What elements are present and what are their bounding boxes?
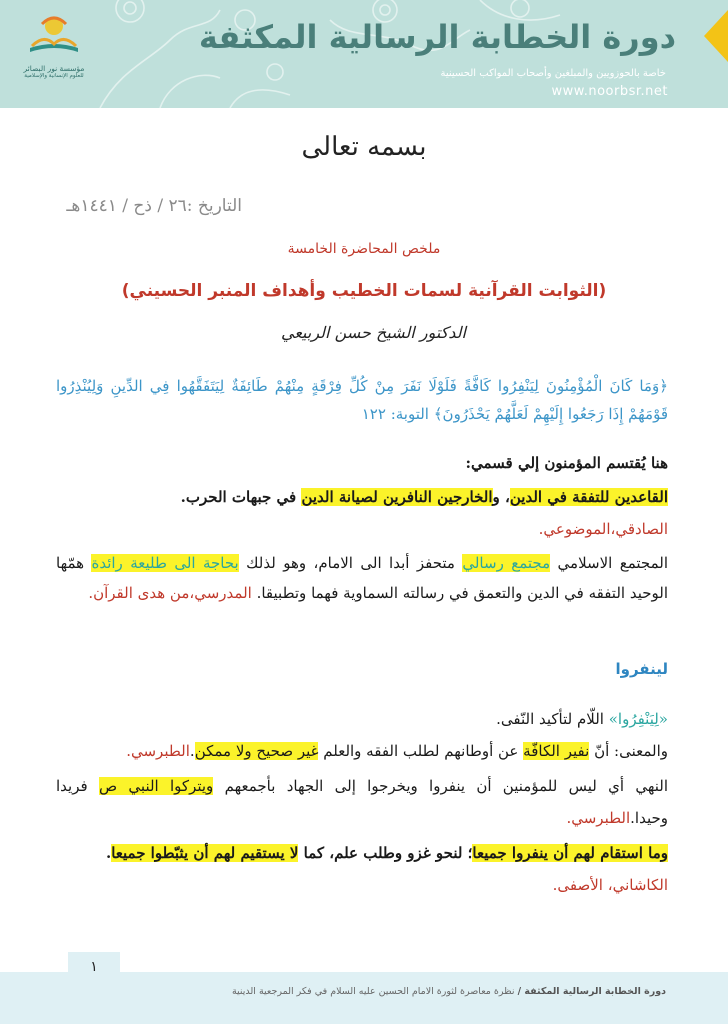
header-band	[0, 0, 728, 108]
page-number: ١	[68, 952, 120, 992]
lecture-number: ملخص المحاضرة الخامسة	[287, 241, 441, 257]
highlight-sitting: القاعدين للتفقة في الدين	[509, 488, 668, 506]
highlight-all-stay: لا يستقيم لهم أن يثبّطوا جميعا	[111, 844, 299, 862]
footer-caption	[232, 986, 666, 997]
text-rest: في جبهات الحرب.	[180, 488, 302, 506]
logo	[14, 12, 94, 96]
highlight-leave-prophet: ويتركوا النبي ص	[98, 777, 214, 795]
paragraph-meaning	[56, 738, 668, 764]
text-segment: ؛ لنحو غزو وطلب علم، كما	[298, 844, 473, 862]
source-citation: الطبرسي.	[126, 742, 190, 760]
text-sep: ، و	[492, 488, 510, 506]
lecture-title: (الثوابت القرآنية لسمات الخطيب وأهداف المنبر الحسيني)	[121, 281, 607, 301]
text-segment: .	[105, 844, 112, 862]
text-segment: فريدا وحيدا.	[56, 777, 668, 827]
website-link[interactable]: www.noorbsr.net	[551, 84, 668, 99]
highlight-not-possible: غير صحيح ولا ممكن	[194, 742, 319, 760]
course-subtitle: خاصة بالحوزويين والمبلغين وأصحاب المواكب الحسينية	[440, 68, 666, 79]
text-segment: متحفز أبدا الى الامام، وهو لذلك	[238, 554, 463, 572]
logo-name: مؤسسة نور البصائر	[23, 64, 85, 73]
text-segment: همّها الوحيد التفقه في الدين والتعمق في رسالته السماوية فهما وتطبيقا.	[56, 554, 668, 602]
basmala: بسمه تعالى	[301, 132, 427, 162]
paragraph-kashani	[56, 840, 668, 866]
logo-tagline: للعلوم الإنسانية والإسلامية	[24, 73, 84, 79]
book-logo-icon	[24, 12, 84, 58]
corner-tab	[704, 10, 728, 62]
quran-verse	[56, 372, 668, 428]
course-title: دورة الخطابة الرسالية المكثفة	[198, 18, 676, 56]
highlight-all-go: وما استقام لهم أن ينفروا جميعا	[472, 844, 668, 862]
text-segment: النهي أي ليس للمؤمنين أن ينفروا ويخرجوا إلى الجهاد بأجمعهم	[213, 777, 668, 795]
document-date: التاريخ :٢٦ / ذح / ١٤٤١هـ	[66, 196, 242, 216]
text-segment: المجتمع الاسلامي	[550, 554, 668, 572]
highlight-going: الخارجين النافرين لصيانة الدين	[301, 488, 493, 506]
paragraph-prohibition	[56, 770, 668, 834]
paragraph-intro: هنا يُقتسم المؤمنون إلي قسمي:	[465, 454, 668, 472]
section-heading: لينفروا	[615, 660, 668, 678]
highlight-vanguard: بحاجة الى طليعة رائدة	[91, 554, 239, 572]
text-segment: .	[189, 742, 195, 760]
quoted-word: «لِيَنْفِرُوا»	[608, 710, 668, 728]
footer-course: دورة الخطابة الرسالية المكثفة /	[517, 986, 666, 997]
text-segment: اللّام لتأكيد النّفى.	[496, 710, 609, 728]
highlight-message-society: مجتمع رسالي	[462, 554, 551, 572]
text-segment: عن أوطانهم لطلب الفقه والعلم	[318, 742, 524, 760]
verse-text: ﴿وَمَا كَانَ الْمُؤْمِنُونَ لِيَنْفِرُوا كَافَّةً فَلَوْلَا نَفَرَ مِنْ كُلِّ فِرْقَةٍ مِنْهُمْ طَائِفَةٌ لِيَتَفَقَّهُوا فِي الدِّينِ وَلِيُنْذِرُوا قَوْمَهُمْ إِذَا رَجَعُوا إِلَيْهِمْ لَعَلَّهُمْ يَحْذَرُونَ﴾	[56, 377, 668, 423]
text-segment: والمعنى: أنّ	[589, 742, 668, 760]
paragraph-groups	[56, 484, 668, 510]
footer-subtitle: نظرة معاصرة لثورة الامام الحسين عليه السلام في فكر المرجعية الدينية	[231, 986, 518, 997]
highlight-all-going: نفير الكافّة	[523, 742, 590, 760]
verse-reference: التوبة: ١٢٢	[361, 405, 429, 423]
source-citation: الصادقي،الموضوعي.	[538, 520, 668, 538]
source-citation: الكاشاني، الأصفى.	[552, 876, 668, 894]
source-citation: الطبرسي.	[566, 809, 631, 827]
source-citation: المدرسي،من هدى القرآن.	[88, 584, 252, 602]
paragraph-lam	[56, 706, 668, 732]
paragraph-society	[56, 548, 668, 608]
author-name: الدكتور الشيخ حسن الربيعي	[281, 323, 466, 342]
